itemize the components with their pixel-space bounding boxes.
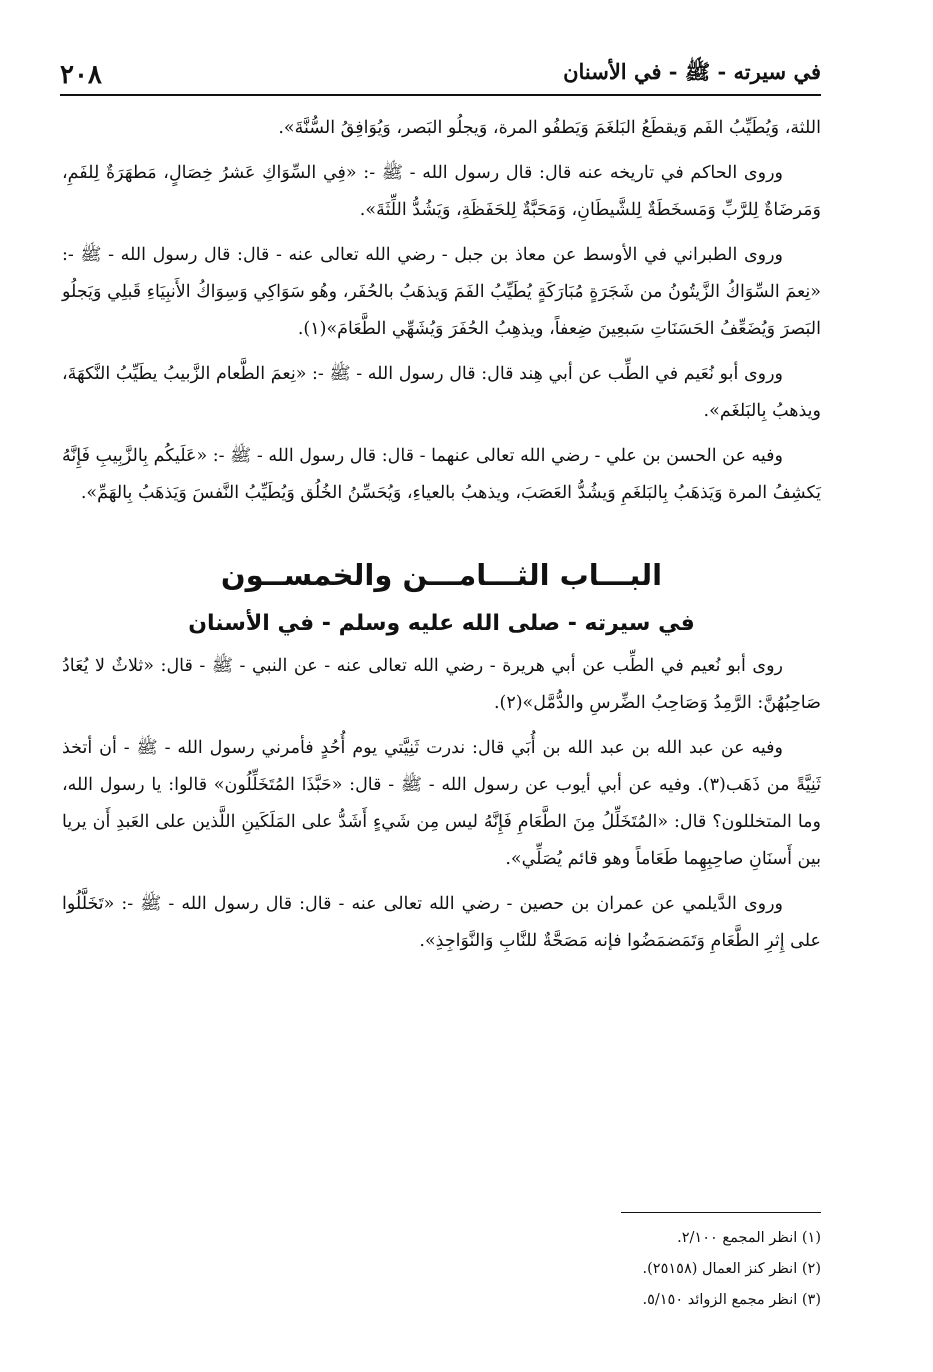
paragraph: وفيه عن عبد الله بن عبد الله بن أُبَي قال: ندرت ثَنِيَّتي يوم أُحُدٍ فأمرني رسول الله - ﷺ - أن أتخذ ثَنِيَّةً من ذَهَب(٣). وفيه عن أبي أيوب عن رسول الله - ﷺ - قال: «حَبَّذَا المُتَخَلِّلُون» قالوا: يا رسول الله، وما المتخللون؟ قال: «المُتَخَلِّلُ مِنَ الطَّعَامِ فَإِنَّهُ ليس مِن شَيءٍ أَشَدُّ على المَلَكَينِ اللَّذين على العَبدِ أَن يريا بين أَسنَانِ صاحِبِهِما طَعَاماً وهو قائم يُصَلِّي». xyxy=(62,738,822,869)
footnote-1: (١) انظر المجمع ٢/١٠٠. xyxy=(677,1230,821,1246)
paragraph: روى أبو نُعيم في الطِّب عن أبي هريرة - رضي الله تعالى عنه - عن النبي - ﷺ - قال: «ثلاثٌ لا يُعَادُ صَاحِبُهُنَّ: الرَّمِدُ وَصَاحِبُ الضِّرسِ والدُّمَّل»(٢). xyxy=(62,656,821,713)
footnote-2: (٢) انظر كنز العمال (٢٥١٥٨). xyxy=(642,1261,821,1277)
paragraph: وروى الدَّيلمي عن عمران بن حصين - رضي الله تعالى عنه - قال: قال رسول الله - ﷺ -: «تَخَلَّلُوا على إِثرِ الطَّعَامِ وَتَمَضمَضُوا فإنه مَصَحَّةٌ للنَّابِ وَالنَّوَاجِذِ». xyxy=(62,894,821,951)
footnote-divider xyxy=(621,1212,821,1213)
chapter-title: البـــاب الثـــامـــن والخمســون xyxy=(220,558,663,592)
chapter-subtitle: في سيرته - صلى الله عليه وسلم - في الأسنان xyxy=(188,611,695,636)
main-text xyxy=(62,110,821,968)
running-title: في سيرته - ﷺ - في الأسنان xyxy=(563,59,821,84)
paragraph: وروى أبو نُعَيم في الطِّب عن أبي هِند قال: قال رسول الله - ﷺ -: «نِعمَ الطَّعام الزَّبيبُ يطَيِّبُ النَّكهَةَ، ويذهبُ بِالبَلغَم». xyxy=(62,364,821,421)
footnote-3: (٣) انظر مجمع الزوائد ٥/١٥٠. xyxy=(642,1292,821,1308)
page-number: ٢٠٨ xyxy=(60,60,102,90)
paragraph: وروى الحاكم في تاريخه عنه قال: قال رسول الله - ﷺ -: «فِي السِّوَاكِ عَشرُ خِصَالٍ، مَطهَرَةٌ لِلفَمِ، وَمَرضَاةٌ لِلرَّبِّ وَمَسخَطَةٌ لِلشَّيطَانِ، وَمَحَبَّةٌ لِلحَفَظَةِ، وَيَشُدُّ اللِّثَةَ». xyxy=(62,163,821,220)
footnotes xyxy=(61,1212,821,1316)
paragraph: وروى الطبراني في الأوسط عن معاذ بن جبل - رضي الله تعالى عنه - قال: قال رسول الله - ﷺ -: «نِعمَ السِّوَاكُ الزَّيتُونُ من شَجَرَةٍ مُبَارَكَةٍ يُطَيِّبُ الفَمَ وَيذهَبُ بالحُفَر، وهُو سَوَاكِي وَسِوَاكُ الأَنبِيَاءِ قَبلِي وَيَجلُو البَصرَ وَيُضَعِّفُ الحَسَنَاتِ سَبعِينَ ضِعفاً، ويذهِبُ الحُفَرَ وَيُشَهِّي الطَّعَامَ»(١). xyxy=(62,245,821,339)
running-header xyxy=(60,56,821,96)
paragraph-continued: اللثة، وَيُطَيِّبُ الفَم وَيقطَعُ البَلغَمَ وَيَطفُو المرة، وَيجلُو البَصر، وَيُوَافِقُ السُّنَّةَ». xyxy=(278,118,821,138)
paragraph: وفيه عن الحسن بن علي - رضي الله تعالى عنهما - قال: قال رسول الله - ﷺ -: «عَلَيكُم بِالزَّبِيبِ فَإِنَّهُ يَكشِفُ المرة وَيَذهَبُ بِالبَلغَمِ وَيشُدُّ العَصَبَ، ويذهبُ بالعياءِ، وَيُحَسِّنُ الخُلُق وَيُطَيِّبُ النَّفسَ وَيَذهَبُ بِالهَمِّ». xyxy=(62,446,821,503)
